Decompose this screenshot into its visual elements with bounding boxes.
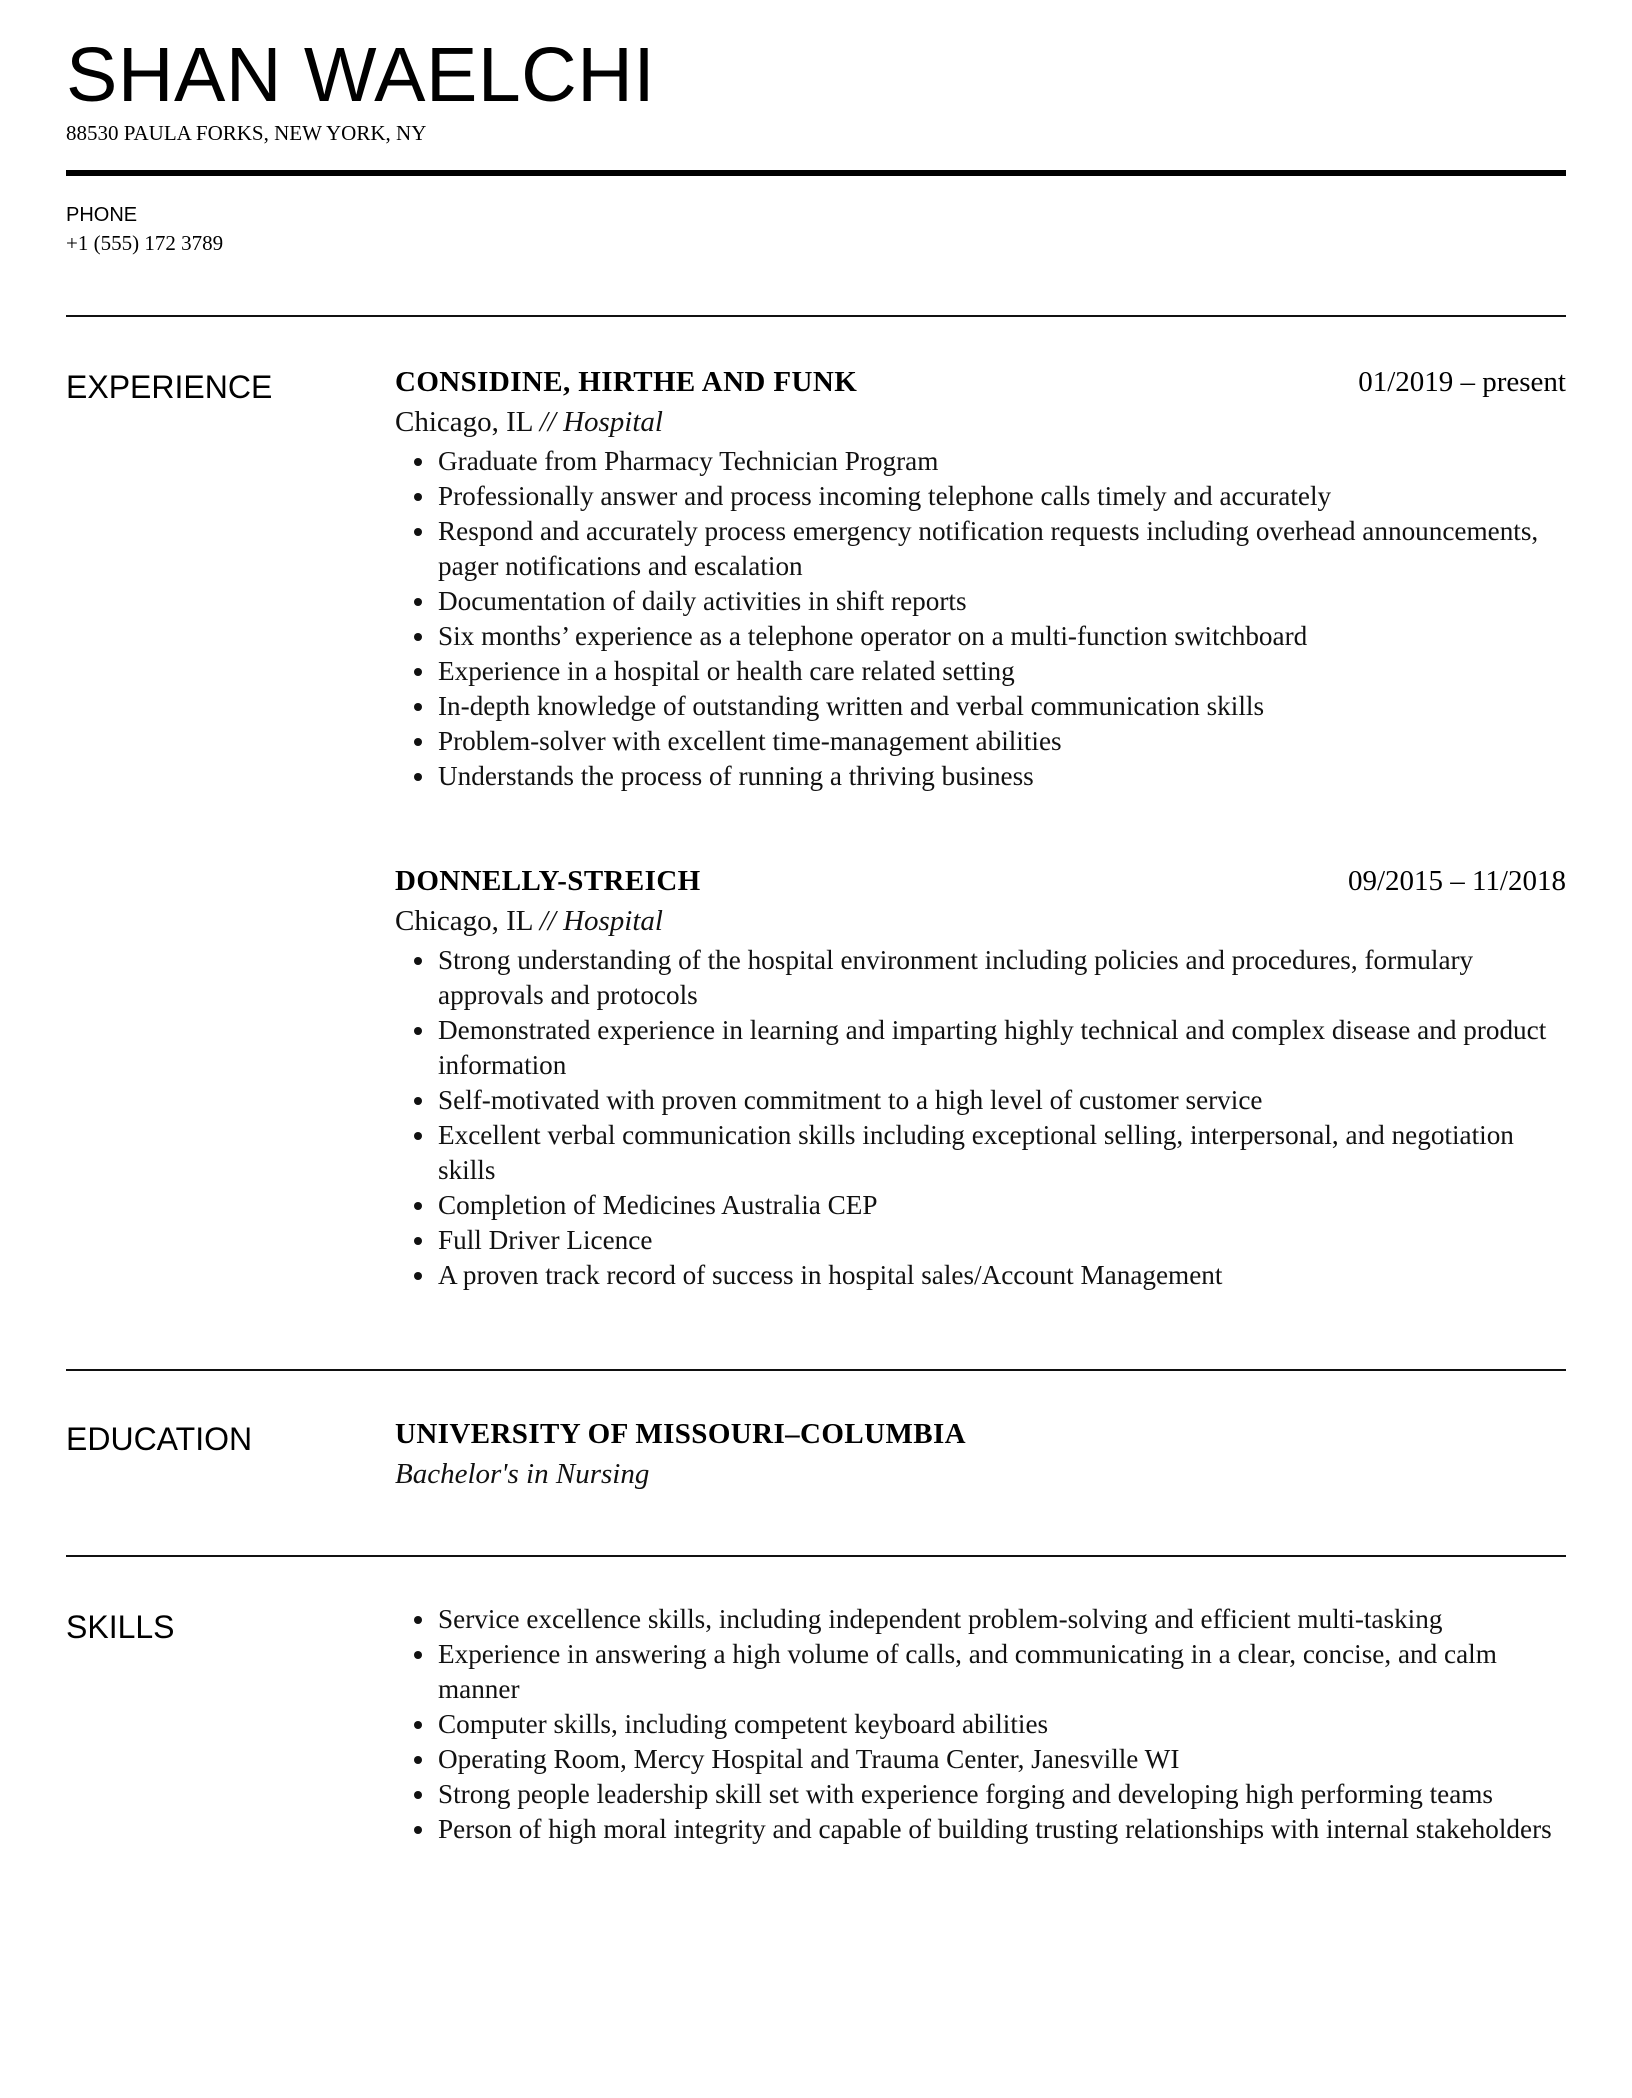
bullet-item: Completion of Medicines Australia CEP: [395, 1188, 1566, 1223]
header-divider: [66, 170, 1566, 176]
job-header: [395, 863, 1566, 903]
bullet-item: Problem-solver with excellent time-management abilities: [395, 724, 1566, 759]
degree-name: Bachelor's in Nursing: [395, 1458, 650, 1490]
skill-item: Operating Room, Mercy Hospital and Trauma Center, Janesville WI: [395, 1742, 1566, 1777]
job-industry: Hospital: [563, 905, 663, 937]
bullet-item: Six months’ experience as a telephone operator on a multi-function switchboard: [395, 619, 1566, 654]
job-dates: 09/2015 – 11/2018: [1347, 865, 1566, 897]
skill-item: Service excellence skills, including independent problem-solving and efficient multi-tasking: [395, 1602, 1566, 1637]
skills-heading: SKILLS: [66, 1609, 175, 1645]
job-city: Chicago, IL: [395, 905, 533, 937]
bullet-item: Documentation of daily activities in shift reports: [395, 584, 1566, 619]
skills-list: [395, 1602, 1566, 1847]
bullet-item: Professionally answer and process incoming telephone calls timely and accurately: [395, 479, 1566, 514]
education-entry: [395, 1416, 1566, 1492]
phone-label: PHONE: [66, 204, 138, 226]
phone-number: +1 (555) 172 3789: [66, 231, 224, 255]
bullet-item: A proven track record of success in hospital sales/Account Management: [395, 1258, 1566, 1293]
education-header: [395, 1416, 1566, 1456]
location-separator: //: [539, 905, 556, 937]
job-entry: [395, 863, 1566, 1293]
bullet-item: Self-motivated with proven commitment to a high level of customer service: [395, 1083, 1566, 1118]
job-header: [395, 364, 1566, 404]
job-city: Chicago, IL: [395, 406, 533, 438]
bullet-item: Demonstrated experience in learning and imparting highly technical and complex disease and product information: [395, 1013, 1566, 1083]
bullet-item: Respond and accurately process emergency notification requests including overhead announcements, pager notifications and escalation: [395, 514, 1566, 584]
skill-item: Strong people leadership skill set with experience forging and developing high performing teams: [395, 1777, 1566, 1812]
section-divider: [66, 1369, 1566, 1371]
job-bullets: [395, 444, 1566, 794]
bullet-item: In-depth knowledge of outstanding written and verbal communication skills: [395, 689, 1566, 724]
job-location: [395, 404, 1566, 440]
bullet-item: Graduate from Pharmacy Technician Program: [395, 444, 1566, 479]
experience-heading: EXPERIENCE: [66, 369, 273, 405]
employer-name: DONNELLY-STREICH: [395, 865, 701, 897]
skill-item: Person of high moral integrity and capable of building trusting relationships with internal stakeholders: [395, 1812, 1566, 1847]
education-heading: EDUCATION: [66, 1421, 253, 1457]
bullet-item: Understands the process of running a thriving business: [395, 759, 1566, 794]
job-industry: Hospital: [563, 406, 663, 438]
job-bullets: [395, 943, 1566, 1293]
bullet-item: Full Driver Licence: [395, 1223, 1566, 1258]
bullet-item: Strong understanding of the hospital environment including policies and procedures, formulary approvals and protocols: [395, 943, 1566, 1013]
bullet-item: Experience in a hospital or health care related setting: [395, 654, 1566, 689]
school-name: UNIVERSITY OF MISSOURI–COLUMBIA: [395, 1418, 966, 1450]
skills-list-container: [395, 1602, 1566, 1847]
skill-item: Experience in answering a high volume of calls, and communicating in a clear, concise, and calm manner: [395, 1637, 1566, 1707]
section-divider: [66, 315, 1566, 317]
section-divider: [66, 1555, 1566, 1557]
job-dates: 01/2019 – present: [1358, 366, 1566, 398]
candidate-name: SHAN WAELCHI: [66, 32, 656, 118]
location-separator: //: [539, 406, 556, 438]
job-location: [395, 903, 1566, 939]
bullet-item: Excellent verbal communication skills including exceptional selling, interpersonal, and negotiation skills: [395, 1118, 1566, 1188]
candidate-address: 88530 PAULA FORKS, NEW YORK, NY: [66, 121, 427, 145]
employer-name: CONSIDINE, HIRTHE AND FUNK: [395, 366, 858, 398]
job-entry: [395, 364, 1566, 794]
skill-item: Computer skills, including competent keyboard abilities: [395, 1707, 1566, 1742]
resume-page: [66, 0, 1566, 2098]
